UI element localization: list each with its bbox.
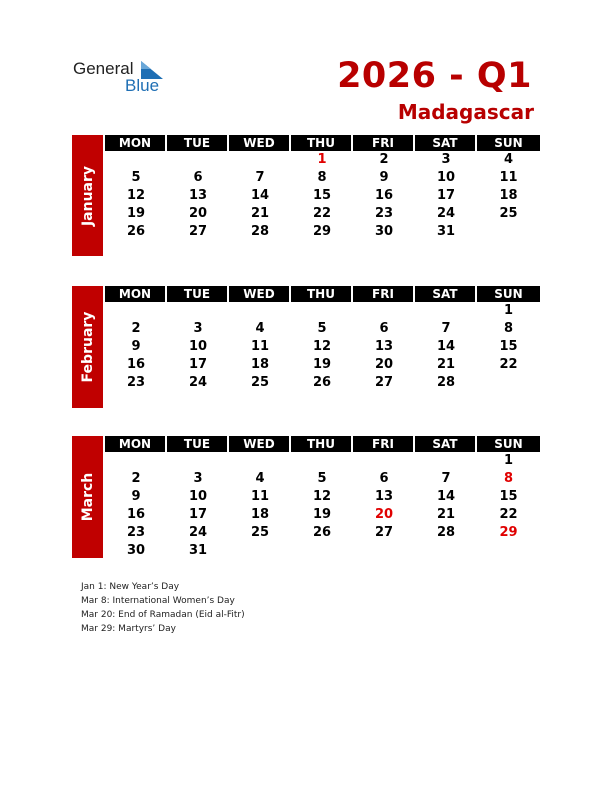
day-cell: 29 — [499, 525, 518, 540]
day-cell: 14 — [436, 339, 456, 354]
week-row — [105, 470, 540, 488]
month-grid — [105, 286, 540, 392]
day-cell: 12 — [312, 339, 332, 354]
day-cell: 22 — [499, 357, 518, 372]
day-cell: 16 — [126, 357, 146, 372]
day-cell: 12 — [312, 489, 332, 504]
empty-day-cell — [477, 374, 540, 392]
day-cell: 31 — [436, 224, 456, 239]
day-cell: 20 — [188, 206, 208, 221]
logo-word-general: General — [73, 59, 134, 78]
holiday-note: Mar 8: International Women’s Day — [81, 596, 235, 606]
empty-day-cell — [105, 452, 167, 470]
week-row — [105, 320, 540, 338]
empty-day-cell — [167, 151, 229, 169]
day-cell: 19 — [126, 206, 146, 221]
weekday-label: WED — [229, 135, 289, 151]
day-cell: 5 — [317, 471, 327, 486]
day-cell: 16 — [374, 188, 394, 203]
day-cell: 11 — [250, 339, 270, 354]
holiday-note: Mar 29: Martyrs’ Day — [81, 624, 176, 634]
month-label — [72, 135, 103, 256]
empty-day-cell — [167, 452, 229, 470]
day-cell: 9 — [131, 339, 141, 354]
empty-day-cell — [353, 542, 415, 560]
weekday-label: THU — [291, 286, 351, 302]
day-cell: 23 — [126, 375, 146, 390]
month-grid — [105, 135, 540, 241]
empty-day-cell — [353, 452, 415, 470]
day-cell: 9 — [131, 489, 141, 504]
day-cell: 20 — [374, 357, 394, 372]
weekday-label: SUN — [477, 286, 540, 302]
day-cell: 17 — [436, 188, 456, 203]
week-row — [105, 205, 540, 223]
week-row — [105, 187, 540, 205]
day-cell: 10 — [188, 339, 208, 354]
weekday-label: THU — [291, 436, 351, 452]
weekday-header — [105, 286, 540, 302]
day-cell: 21 — [250, 206, 270, 221]
day-cell: 15 — [499, 339, 518, 354]
day-cell: 4 — [255, 321, 265, 336]
empty-day-cell — [105, 302, 167, 320]
day-cell: 28 — [250, 224, 270, 239]
day-cell: 1 — [503, 303, 514, 318]
day-cell: 4 — [503, 152, 514, 167]
day-cell: 26 — [126, 224, 146, 239]
week-row — [105, 356, 540, 374]
day-cell: 15 — [499, 489, 518, 504]
weekday-label: FRI — [353, 135, 413, 151]
day-cell: 26 — [312, 525, 332, 540]
day-cell: 25 — [250, 525, 270, 540]
day-cell: 5 — [131, 170, 141, 185]
day-cell: 12 — [126, 188, 146, 203]
day-cell: 30 — [374, 224, 394, 239]
day-cell: 2 — [131, 471, 141, 486]
week-row — [105, 223, 540, 241]
day-cell: 15 — [312, 188, 332, 203]
day-cell: 31 — [188, 543, 208, 558]
empty-day-cell — [229, 151, 291, 169]
day-cell: 13 — [374, 339, 394, 354]
month-label — [72, 286, 103, 408]
week-row — [105, 542, 540, 560]
day-cell: 18 — [499, 188, 518, 203]
empty-day-cell — [291, 542, 353, 560]
day-cell: 16 — [126, 507, 146, 522]
weekday-label: SUN — [477, 135, 540, 151]
weekday-label: MON — [105, 436, 165, 452]
day-cell: 26 — [312, 375, 332, 390]
holiday-note: Mar 20: End of Ramadan (Eid al-Fitr) — [81, 610, 245, 620]
day-cell: 6 — [193, 170, 203, 185]
month-block-january — [72, 135, 540, 247]
country-name: Madagascar — [397, 100, 534, 124]
weekday-header — [105, 436, 540, 452]
day-cell: 22 — [499, 507, 518, 522]
day-cell: 17 — [188, 357, 208, 372]
empty-day-cell — [353, 302, 415, 320]
day-cell: 7 — [441, 321, 451, 336]
day-cell: 1 — [317, 152, 327, 167]
day-cell: 3 — [441, 152, 451, 167]
day-cell: 19 — [312, 507, 332, 522]
day-cell: 6 — [379, 321, 389, 336]
day-cell: 18 — [250, 507, 270, 522]
week-row — [105, 169, 540, 187]
day-cell: 1 — [503, 453, 514, 468]
empty-day-cell — [291, 302, 353, 320]
week-row — [105, 374, 540, 392]
empty-day-cell — [415, 452, 477, 470]
day-cell: 28 — [436, 375, 456, 390]
day-cell: 7 — [255, 170, 265, 185]
day-cell: 22 — [312, 206, 332, 221]
day-cell: 2 — [131, 321, 141, 336]
general-blue-logo — [73, 59, 173, 95]
weekday-label: FRI — [353, 286, 413, 302]
day-cell: 8 — [317, 170, 327, 185]
weekday-label: WED — [229, 286, 289, 302]
page-title: 2026 - Q1 — [337, 56, 532, 96]
weekday-label: SUN — [477, 436, 540, 452]
week-row — [105, 452, 540, 470]
day-cell: 25 — [499, 206, 518, 221]
day-cell: 13 — [188, 188, 208, 203]
day-cell: 27 — [374, 525, 394, 540]
day-cell: 6 — [379, 471, 389, 486]
weekday-label: MON — [105, 135, 165, 151]
day-cell: 30 — [126, 543, 146, 558]
day-cell: 8 — [503, 471, 514, 486]
day-cell: 19 — [312, 357, 332, 372]
week-row — [105, 488, 540, 506]
day-cell: 14 — [436, 489, 456, 504]
day-cell: 7 — [441, 471, 451, 486]
day-cell: 24 — [188, 375, 208, 390]
month-grid — [105, 436, 540, 560]
weekday-label: TUE — [167, 436, 227, 452]
day-cell: 10 — [188, 489, 208, 504]
weekday-label: SAT — [415, 286, 475, 302]
empty-day-cell — [167, 302, 229, 320]
empty-day-cell — [415, 302, 477, 320]
day-cell: 11 — [250, 489, 270, 504]
week-row — [105, 506, 540, 524]
weekday-label: FRI — [353, 436, 413, 452]
day-cell: 24 — [436, 206, 456, 221]
holiday-note: Jan 1: New Year’s Day — [81, 582, 180, 592]
empty-day-cell — [229, 302, 291, 320]
day-cell: 3 — [193, 321, 203, 336]
empty-day-cell — [105, 151, 167, 169]
weekday-label: THU — [291, 135, 351, 151]
empty-day-cell — [229, 452, 291, 470]
day-cell: 4 — [255, 471, 265, 486]
month-name: February — [79, 311, 96, 383]
day-cell: 23 — [126, 525, 146, 540]
day-cell: 11 — [499, 170, 518, 185]
day-cell: 25 — [250, 375, 270, 390]
month-name: January — [79, 165, 96, 226]
day-cell: 9 — [379, 170, 389, 185]
weekday-label: MON — [105, 286, 165, 302]
day-cell: 13 — [374, 489, 394, 504]
empty-day-cell — [415, 542, 477, 560]
day-cell: 27 — [188, 224, 208, 239]
day-cell: 10 — [436, 170, 456, 185]
day-cell: 28 — [436, 525, 456, 540]
day-cell: 27 — [374, 375, 394, 390]
weekday-label: SAT — [415, 135, 475, 151]
weekday-label: SAT — [415, 436, 475, 452]
day-cell: 5 — [317, 321, 327, 336]
week-row — [105, 151, 540, 169]
day-cell: 21 — [436, 357, 456, 372]
day-cell: 17 — [188, 507, 208, 522]
day-cell: 18 — [250, 357, 270, 372]
holiday-notes — [81, 580, 245, 636]
month-block-february — [72, 286, 540, 398]
day-cell: 29 — [312, 224, 332, 239]
logo-word-blue: Blue — [125, 76, 160, 95]
day-cell: 14 — [250, 188, 270, 203]
day-cell: 20 — [374, 507, 394, 522]
empty-day-cell — [477, 223, 540, 241]
day-cell: 24 — [188, 525, 208, 540]
empty-day-cell — [291, 452, 353, 470]
weekday-header — [105, 135, 540, 151]
month-name: March — [79, 472, 96, 522]
weekday-label: TUE — [167, 135, 227, 151]
day-cell: 23 — [374, 206, 394, 221]
month-label — [72, 436, 103, 558]
weekday-label: TUE — [167, 286, 227, 302]
empty-day-cell — [477, 542, 540, 560]
empty-day-cell — [229, 542, 291, 560]
day-cell: 2 — [379, 152, 389, 167]
month-block-march — [72, 436, 540, 566]
weekday-label: WED — [229, 436, 289, 452]
day-cell: 3 — [193, 471, 203, 486]
week-row — [105, 338, 540, 356]
day-cell: 8 — [503, 321, 514, 336]
day-cell: 21 — [436, 507, 456, 522]
week-row — [105, 302, 540, 320]
week-row — [105, 524, 540, 542]
